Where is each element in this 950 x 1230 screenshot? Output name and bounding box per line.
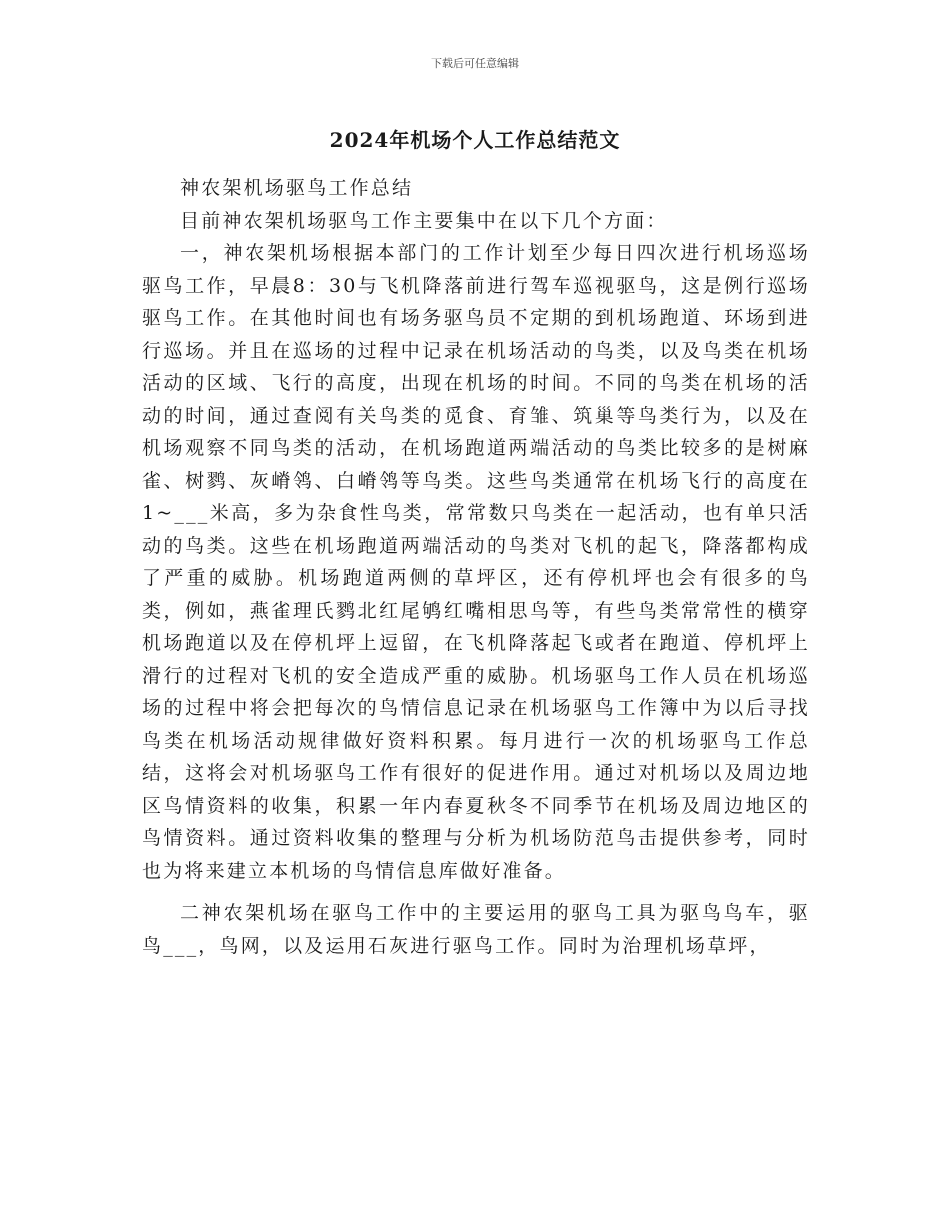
document-title: 2024年机场个人工作总结范文: [329, 128, 621, 152]
paragraph-intro: 目前神农架机场驱鸟工作主要集中在以下几个方面：: [180, 209, 668, 232]
paragraph-subtitle: 神农架机场驱鸟工作总结: [180, 177, 414, 199]
paragraph-section-one: 一，神农架机场根据本部门的工作计划至少每日四次进行机场巡场驱鸟工作，早晨8：30与飞机降落前进行驾车巡视驱鸟，这是例行巡场驱鸟工作。在其他时间也有场务驱鸟员不定期的到机场跑道、环场到进行巡场。并且在巡场的过程中记录在机场活动的鸟类，以及鸟类在机场活动的区域、飞行的高度，出现在机场的时间。不同的鸟类在机场的活动的时间，通过查阅有关鸟类的觅食、育雏、筑巢等鸟类行为，以及在机场观察不同鸟类的活动，在机场跑道两端活动的鸟类比较多的是树麻雀、树鹨、灰嵴鸰、白嵴鸰等鸟类。这些鸟类通常在机场飞行的高度在1~___米高，多为杂食性鸟类，常常数只鸟类在一起活动，也有单只活动的鸟类。这些在机场跑道两端活动的鸟类对飞机的起飞，降落都构成了严重的威胁。机场跑道两侧的草坪区，还有停机坪也会有很多的鸟类，例如，燕雀理氏鹨北红尾鸲红嘴相思鸟等，有些鸟类常常性的横穿机场跑道以及在停机坪上逗留，在飞机降落起飞或者在跑道、停机坪上滑行的过程对飞机的安全造成严重的威胁。机场驱鸟工作人员在机场巡场的过程中将会把每次的鸟情信息记录在机场驱鸟工作簿中为以后寻找鸟类在机场活动规律做好资料积累。每月进行一次的机场驱鸟工作总结，这将会对机场驱鸟工作有很好的促进作用。通过对机场以及周边地区鸟情资料的收集，积累一年内春夏秋冬不同季节在机场及周边地区的鸟情资料。通过资料收集的整理与分析为机场防范鸟击提供参考，同时也为将来建立本机场的鸟情信息库做好准备。: [142, 242, 810, 882]
document-body: [142, 172, 810, 962]
header-note: 下载后可任意编辑: [431, 57, 519, 70]
paragraph-section-two: 二神农架机场在驱鸟工作中的主要运用的驱鸟工具为驱鸟鸟车，驱鸟___，鸟网，以及运用石灰进行驱鸟工作。同时为治理机场草坪，: [142, 902, 810, 957]
